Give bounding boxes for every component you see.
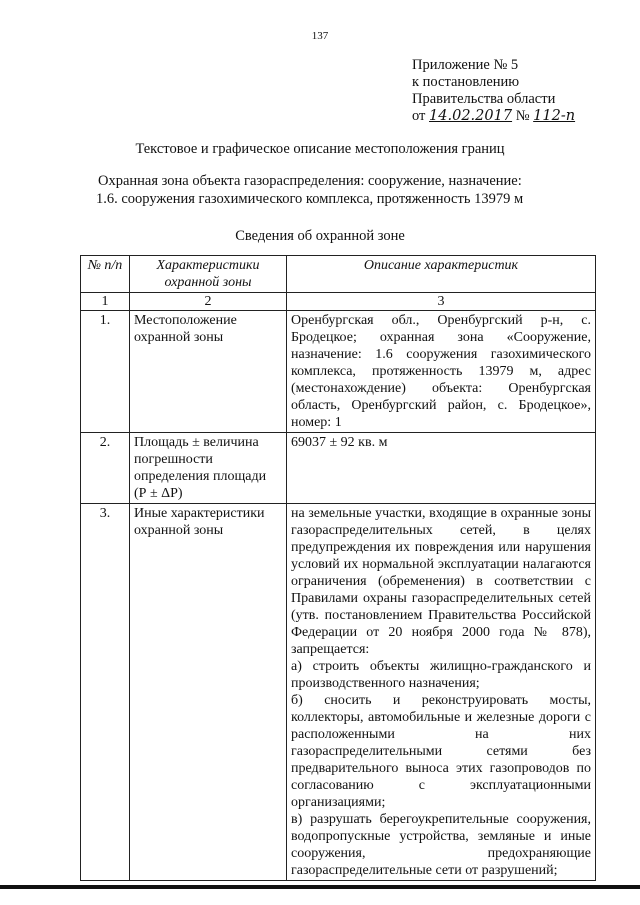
appendix-line-1: Приложение № 5 <box>412 57 519 73</box>
column-number: 3 <box>287 293 596 311</box>
restriction-item-c: в) разрушать берегоукрепительные сооружения, водопропускные устройства, земляные и иные сооружения, предохраняющие газораспределительные сети от разрушений; <box>291 812 591 878</box>
table-row <box>81 504 596 881</box>
table-row <box>81 433 596 504</box>
row-text: 69037 ± 92 кв. м <box>287 433 596 504</box>
page-bottom-rule <box>0 885 640 889</box>
column-number-row <box>81 293 596 311</box>
row-label: Местоположение охранной зоны <box>130 311 287 433</box>
section-subtitle: Сведения об охранной зоне <box>235 228 405 244</box>
table-header-row <box>81 256 596 293</box>
row-text: Оренбургская обл., Оренбургский р-н, с. Бродецкое; охранная зона «Сооружение, назначение: 1.6 сооружения газохимического комплекса, протяженность 13979 м, адрес (местонахождение) объекта: Оренбургская область, Оренбургский район, с. Бродецкое», номер: 1 <box>287 311 596 433</box>
column-number: 1 <box>81 293 130 311</box>
number-prefix: № <box>515 108 530 124</box>
restriction-item-b: б) сносить и реконструировать мосты, коллекторы, автомобильные и железные дороги с расположенными на них газораспределительными сетями без предварительного выноса этих газопроводов по согласованию с эксплуатационными организациями; <box>291 693 591 810</box>
table-row <box>81 311 596 433</box>
row-number: 3. <box>81 504 130 881</box>
page-number: 137 <box>311 30 329 42</box>
appendix-line-3: Правительства области <box>412 91 556 107</box>
header-description: Описание характеристик <box>287 256 596 293</box>
restrictions-intro: на земельные участки, входящие в охранные зоны газораспределительных сетей, в целях предупреждения их повреждения или нарушения условий их нормальной эксплуатации налагаются ограничения (обременения) в соответствии с Правилами охраны газораспределительных сетей (утв. постановлением Правительства Российской Федерации от 20 ноября 2000 года № 878), запрещается: <box>291 506 591 657</box>
zone-info-table <box>80 255 596 881</box>
object-description <box>96 172 556 208</box>
restriction-item-a: а) строить объекты жилищно-гражданского и производственного назначения; <box>291 659 591 691</box>
row-number: 1. <box>81 311 130 433</box>
description-line-1: Охранная зона объекта газораспределения: сооружение, назначение: <box>98 173 522 189</box>
column-number: 2 <box>130 293 287 311</box>
header-characteristics: Характеристики охранной зоны <box>130 256 287 293</box>
description-line-2: 1.6. сооружения газохимического комплекса, протяженность 13979 м <box>96 191 524 207</box>
row-number: 2. <box>81 433 130 504</box>
handwritten-date: 14.02.2017 <box>429 108 513 124</box>
appendix-date-line <box>412 108 575 125</box>
appendix-header <box>412 57 575 125</box>
document-title: Текстовое и графическое описание местоположения границ <box>135 141 505 157</box>
row-label: Площадь ± величина погрешности определения площади (Р ± ΔР) <box>130 433 287 504</box>
appendix-line-2: к постановлению <box>412 74 520 90</box>
handwritten-number: 112-п <box>533 108 576 124</box>
date-prefix: от <box>412 108 426 124</box>
row-text-cell <box>287 504 596 881</box>
row-label: Иные характеристики охранной зоны <box>130 504 287 881</box>
header-number: № п/п <box>81 256 130 293</box>
